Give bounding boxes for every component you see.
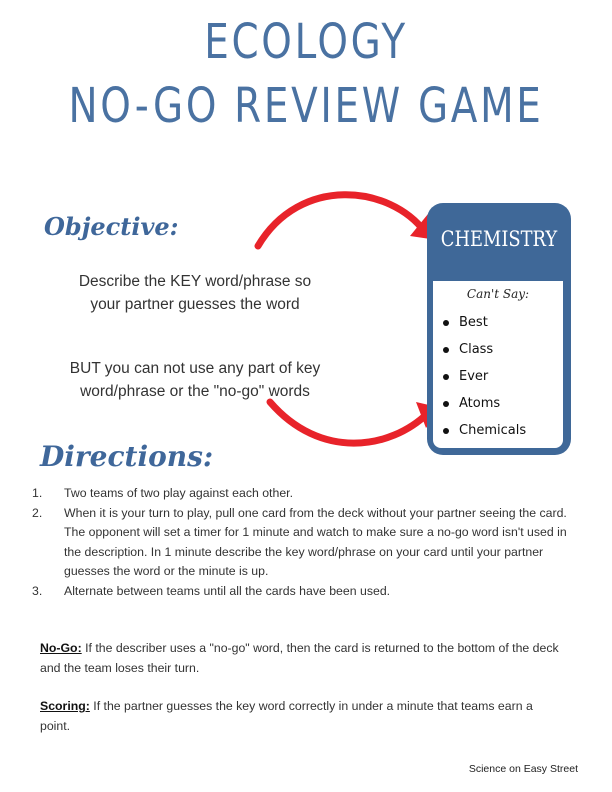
direction-item: 2. When it is your turn to play, pull one card from the deck without your partner seeing the card. The opponent will set a timer for 1 minute and watch to make sure a no-go word isn't used in the description. In 1 minute describe the key word/phrase on your card until your partner guesses the word or the minute is up. <box>32 505 567 578</box>
card-subtitle: Can't Say: <box>466 287 530 301</box>
no-go-rule: No-Go: If the describer uses a "no-go" word, then the card is returned to the bottom of the deck and the team loses their turn. <box>40 641 559 675</box>
directions-heading: Directions: <box>40 440 214 473</box>
direction-item: 3. Alternate between teams until all the cards have been used. <box>32 583 391 598</box>
objective-text-2: BUT you can not use any part of key word/phrase or the "no-go" words <box>69 360 321 400</box>
no-go-word: Atoms <box>443 390 563 417</box>
scoring-rule: Scoring: If the partner guesses the key word correctly in under a minute that teams earn a point. <box>40 699 533 733</box>
direction-item: 1. Two teams of two play against each other. <box>32 486 293 500</box>
footer-credit: Science on Easy Street <box>468 763 578 775</box>
card-title: CHEMISTRY <box>440 227 558 251</box>
no-go-word: Chemicals <box>443 417 563 444</box>
no-go-word: Best <box>443 309 563 336</box>
no-go-word: Class <box>443 336 563 363</box>
card-word-box <box>433 281 563 448</box>
title-line-2: NO-GO REVIEW GAME <box>68 78 544 134</box>
objective-heading: Objective: <box>44 212 179 241</box>
arrow-top-icon <box>258 195 425 246</box>
directions-list <box>32 484 578 601</box>
objective-text-1: Describe the KEY word/phrase so your partner guesses the word <box>78 273 312 313</box>
no-go-word-list <box>433 309 563 444</box>
example-card <box>427 203 571 455</box>
arrow-bottom-icon <box>270 402 428 443</box>
title-line-1: ECOLOGY <box>204 14 408 70</box>
no-go-word: Ever <box>443 363 563 390</box>
